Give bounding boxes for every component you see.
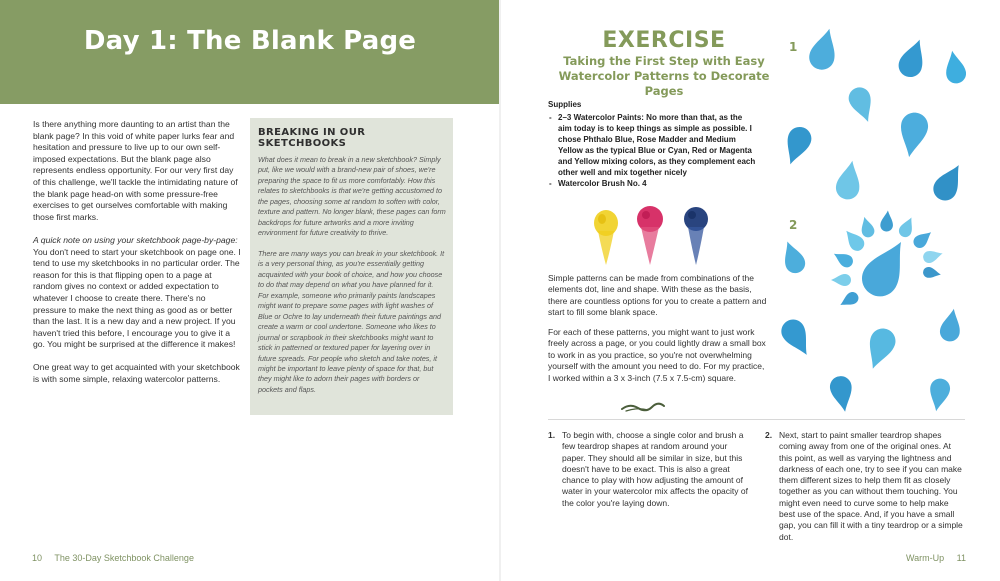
book-spine: [499, 0, 501, 581]
step-number: 2.: [765, 430, 773, 440]
step-text: To begin with, choose a single color and brush a few teardrop shapes at random around your paper. They should all be similar in size, but this doesn't have to be exact. This is also a great chance to play with how adjusting the amount of water in your watercolor mix affects the opacity of the color you're laying down.: [562, 430, 748, 508]
right-footer: [906, 553, 966, 563]
exercise-subtitle: Taking the First Step with Easy Watercolor Patterns to Decorate Pages: [558, 54, 770, 98]
supplies-heading: Supplies: [548, 100, 582, 109]
intro-paragraph: Is there anything more daunting to an artist than the blank page? In this void of white paper lurks fear and hesitation and pressure to live up to our own self-imposed expectations. But the blank page also represents endless opportunity. For our very first day of this challenge, we'll tackle the intimidating nature of the blank page head-on with some pressure-free exercises to get ourselves comfortable with making those first marks.: [33, 119, 238, 222]
section-name: Warm-Up: [905, 553, 945, 563]
sidebar-paragraph: What does it mean to break in a new sketchbook? Simply put, like we would with a brand-new pair of shoes, we're preparing the space to fit us more comfortably. How this relates to sketchbooks is that we're getting accustomed to the pages, choosing some at random to soften with color, texture and pattern. No longer blank, these pages can form backdrops for future artworks and a more inviting environment for future creativity to thrive.: [258, 155, 446, 238]
step-number: 1.: [548, 430, 556, 440]
left-footer: [32, 553, 194, 563]
swatch-yellow: [594, 210, 618, 265]
left-page-number: 10: [32, 553, 43, 563]
supply-item: - 2–3 Watercolor Paints: No more than that, as the aim today is to keep things as simple as possible. I chose Phthalo Blue, Rose Madder and Medium Yellow as the typical Blue or Cyan, Red or Magenta and Yellow mixing colors, as they complement each other well and mix together nicely: [548, 112, 758, 178]
step-2: [765, 430, 965, 543]
teardrop-pattern-artwork: [776, 28, 966, 423]
swatch-magenta: [637, 206, 663, 265]
figure-label: 1: [789, 40, 798, 54]
example-2-drops: [777, 210, 963, 414]
sidebar-paragraph: There are many ways you can break in your sketchbook. It is a very personal thing, as you're essentially getting acquainted with your book of choice, and how you choose to do that may depend on what you have planned for it. For example, someone who primarily paints landscapes might want to prepare some pages with light washes of Blue or Ochre to lay underneath their future paintings and create a warm or cool undertone. Someone who likes to journal or scrapbook in their sketchbooks might want to stick in patterned or textured paper for layering over in future spreads. For people who sketch and take notes, it might be important to leave plenty of space for that, but they might like to adorn their pages with borders or pockets and flaps.: [258, 249, 445, 394]
step-1: [548, 430, 748, 509]
exercise-label: EXERCISE: [602, 28, 726, 53]
sidebar-title: BREAKING IN OUR SKETCHBOOKS: [258, 127, 366, 149]
left-body-text: [33, 119, 241, 397]
supply-item: - Watercolor Brush No. 4: [548, 178, 758, 189]
patterns-paragraph: Simple patterns can be made from combinations of the elements dot, line and shape. With these as the basis, there are countless options for you to create a pattern and start to fill some blank space.: [548, 273, 767, 318]
quick-note-lead: A quick note on using your sketchbook page-by-page:: [33, 234, 238, 245]
closing-paragraph: One great way to get acquainted with your sketchbook is with some simple, relaxing watercolor patterns.: [33, 362, 240, 385]
practice-paragraph: For each of these patterns, you might want to just work freely across a page, or you could lightly draw a small box to work in as you practice, so you're not overwhelming yourself with the amount you need to do. For my practice, I worked within a 3 x 3-inch (7.5 x 7.5-cm) square.: [548, 327, 766, 383]
supplies-list: [548, 99, 758, 189]
book-title: The 30-Day Sketchbook Challenge: [54, 553, 194, 563]
chapter-title: Day 1: The Blank Page: [83, 26, 417, 56]
sidebar-box: [250, 118, 453, 415]
figure-label: 2: [789, 218, 798, 232]
swatch-blue: [684, 207, 708, 265]
paint-swatches: [588, 203, 728, 267]
brush-squiggle-ornament: [620, 401, 666, 413]
chapter-banner: [0, 0, 500, 104]
step-text: Next, start to paint smaller teardrop shapes coming away from one of the original ones. At this point, as well as varying the lightness and darkness of each one, try to see if you can make them different sizes to help them fit as closely together as you can without them touching. You might even need to curve some to help make best use of the space. And, if you have a small gap, you can fill it with a tiny teardrop or a simple dot.: [779, 430, 963, 542]
right-page-number: 11: [956, 553, 966, 563]
quick-note-body: You don't need to start your sketchbook on page one. I tend to use my sketchbooks in no particular order. The reason for this is that flipping open to a page at random gives no context or added expectation to whatever I choose to create there. There's no pressure to make the next thing as good as or better than the last. It is a new day and a new project. If you haven't tried this before, I encourage you to give it a go. You might be surprised at the difference it makes!: [33, 246, 241, 350]
example-1-drops: [779, 28, 966, 205]
quick-note-paragraph: [33, 235, 241, 351]
